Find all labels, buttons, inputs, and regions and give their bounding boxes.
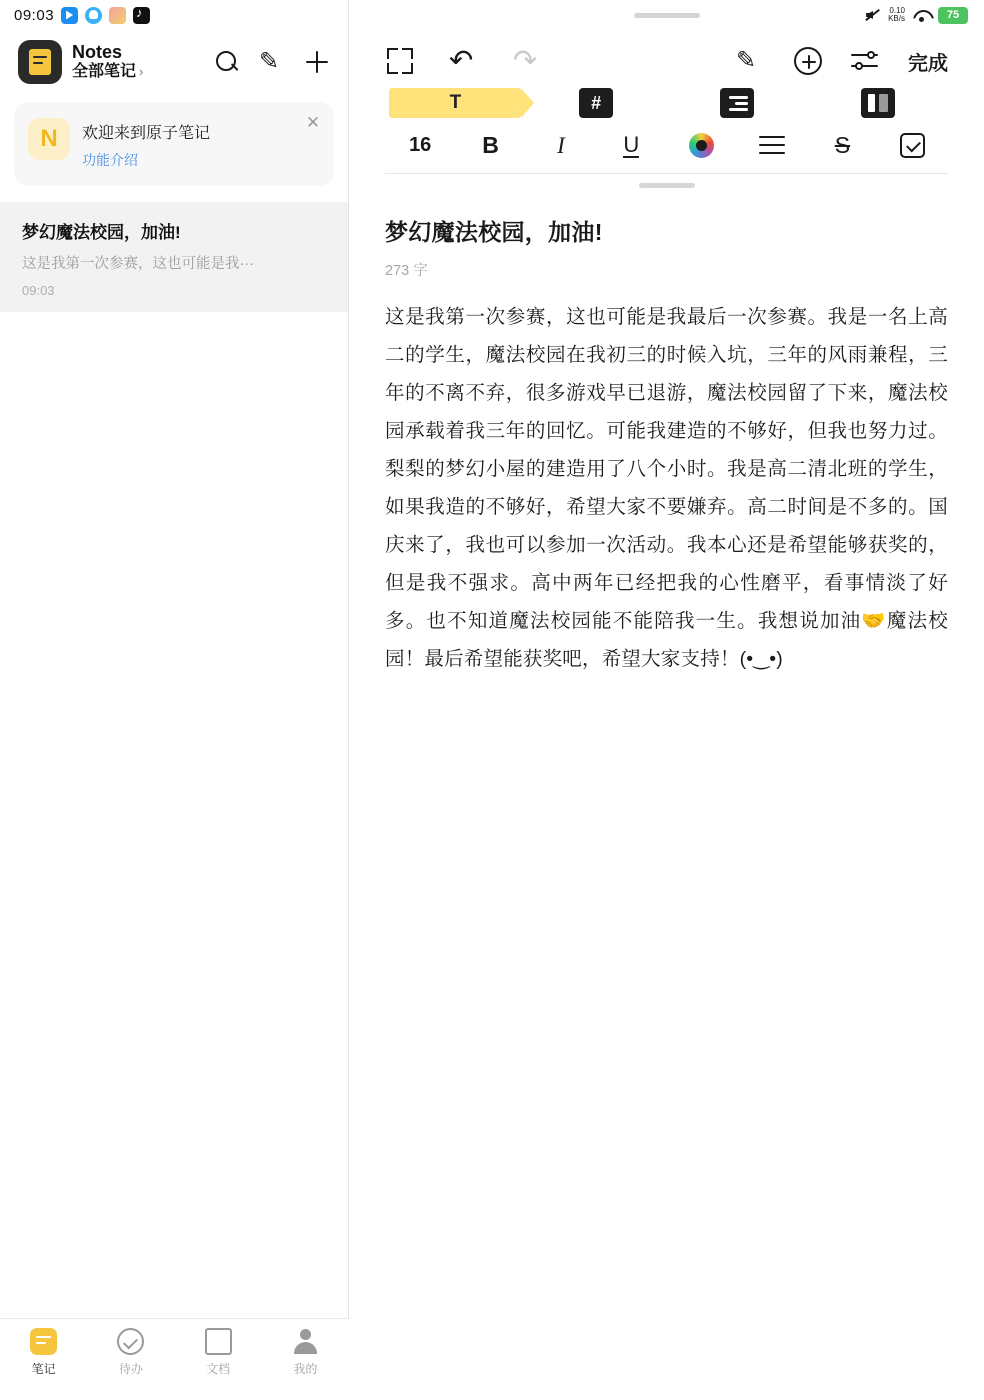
nav-item-document[interactable]: [175, 1328, 262, 1377]
format-bar-row-1: [349, 82, 984, 118]
banner-body: [82, 118, 210, 170]
nav-label-notes: 笔记: [31, 1362, 56, 1376]
checkbox-icon[interactable]: [900, 133, 925, 158]
chevron-right-icon: ›: [139, 63, 144, 79]
columns-block-icon[interactable]: [861, 88, 895, 118]
highlight-cell: [385, 88, 526, 118]
nav-item-profile[interactable]: [262, 1328, 349, 1377]
done-button[interactable]: 完成: [908, 52, 948, 75]
editor-toolbar-right: [736, 46, 948, 76]
note-list: [0, 202, 348, 312]
wifi-icon: [913, 9, 930, 22]
banner-title: 欢迎来到原子笔记: [82, 125, 211, 142]
search-icon[interactable]: [214, 49, 240, 75]
format-bar-row-2: [349, 118, 984, 159]
notification-icon: [85, 7, 102, 24]
notes-icon: [30, 1328, 57, 1355]
note-editor: [349, 0, 984, 1400]
bottom-nav: [0, 1318, 349, 1400]
expand-icon[interactable]: [385, 46, 415, 76]
folder-selector[interactable]: [72, 63, 204, 81]
strikethrough-button[interactable]: S: [834, 132, 851, 158]
sidebar-header: [0, 30, 348, 98]
heading-cell: [526, 88, 667, 118]
window-drag-handle[interactable]: [634, 13, 700, 18]
network-speed: [888, 7, 905, 24]
color-picker-icon[interactable]: [689, 133, 714, 158]
font-size-button[interactable]: 16: [409, 134, 432, 156]
notes-sidebar: [0, 0, 349, 1400]
underline-cell: [596, 133, 666, 158]
redo-icon[interactable]: ↷: [513, 45, 538, 77]
heading-button[interactable]: #: [579, 88, 613, 118]
gallery-icon: [109, 7, 126, 24]
text-style-button[interactable]: T: [389, 88, 521, 118]
status-time: 09:03: [14, 6, 55, 24]
document-body[interactable]: 这是我第一次参赛，这也可能是我最后一次参赛。我是一名上高二的学生，魔法校园在我初三的时候入坑，三年的风雨兼程，三年的不离不弃，很多游戏早已退游，魔法校园留了下来，魔法校园承载着我三年的回忆。可能我建造的不够好，但我也努力过。梨梨的梦幻小屋的建造用了八个小时。我是高二清北班的学生，如果我造的不够好，希望大家不要嫌弃。高二时间是不多的。国庆来了，我也可以参加一次活动。我本心还是希望能够获奖的，但是我不强求。高中两年已经把我的心性磨平，看事情淡了好多。也不知道魔法校园能不能陪我一生。我想说加油🤝魔法校园！最后希望能获奖吧，希望大家支持！(•‿•): [385, 306, 948, 671]
banner-logo-icon: N: [28, 118, 70, 160]
color-cell: [667, 133, 737, 158]
align-cell: [737, 136, 807, 156]
profile-icon: [292, 1328, 319, 1355]
navigation-icon: [61, 7, 78, 24]
battery-indicator: 75: [938, 7, 968, 24]
note-snippet: 这是我第一次参赛，这也可能是我···: [22, 256, 254, 272]
bold-button[interactable]: B: [482, 132, 499, 158]
nav-label-todo: 待办: [118, 1362, 143, 1376]
app-name: Notes: [72, 42, 123, 63]
list-cell: [667, 88, 808, 118]
toolbar-divider: [385, 173, 948, 174]
tiktok-icon: [133, 7, 150, 24]
note-time: 09:03: [22, 283, 55, 298]
todo-icon: [117, 1328, 144, 1355]
app-titles: [72, 42, 204, 81]
checklist-cell: [878, 133, 948, 158]
editor-toolbar: [349, 30, 984, 82]
network-speed-unit: KB/s: [888, 14, 905, 23]
strikethrough-cell: [807, 132, 877, 159]
underline-button[interactable]: U: [623, 131, 640, 157]
editor-status-bar: [349, 0, 984, 30]
undo-icon[interactable]: ↶: [449, 45, 474, 77]
note-title: 梦幻魔法校园，加油!: [22, 223, 181, 242]
handwriting-icon[interactable]: ✎: [259, 48, 280, 75]
folder-name: 全部笔记: [72, 63, 137, 81]
circle-plus-icon[interactable]: [794, 47, 822, 75]
close-icon[interactable]: ✕: [305, 113, 321, 132]
nav-item-todo[interactable]: [87, 1328, 174, 1377]
editor-toolbar-left: [385, 46, 543, 76]
nav-item-notes[interactable]: [0, 1328, 87, 1377]
align-icon[interactable]: [759, 136, 785, 156]
word-count: 273 字: [385, 263, 428, 279]
italic-button[interactable]: I: [557, 132, 565, 158]
nav-label-document: 文档: [206, 1362, 231, 1376]
font-size-cell: [385, 134, 455, 157]
app-logo-icon: [18, 40, 62, 84]
columns-cell: [807, 88, 948, 118]
status-bar: [0, 0, 348, 30]
document-area[interactable]: [349, 188, 984, 1400]
banner-link[interactable]: 功能介绍: [82, 152, 138, 168]
sidebar-header-actions: [214, 49, 332, 75]
italic-cell: [526, 133, 596, 159]
page-title: 梦幻魔法校园，加油!: [385, 219, 603, 245]
nav-label-profile: 我的: [293, 1362, 318, 1376]
tune-settings-icon[interactable]: [850, 46, 880, 76]
bold-cell: [455, 132, 525, 159]
list-block-icon[interactable]: [720, 88, 754, 118]
network-speed-value: 0.10: [889, 5, 905, 15]
document-icon: [205, 1328, 232, 1355]
list-item[interactable]: [0, 202, 348, 312]
welcome-banner[interactable]: [14, 102, 334, 186]
plus-icon[interactable]: [304, 49, 330, 75]
mute-icon: [864, 7, 880, 23]
system-indicators: [864, 7, 968, 24]
draw-pen-icon[interactable]: ✎: [736, 47, 757, 74]
